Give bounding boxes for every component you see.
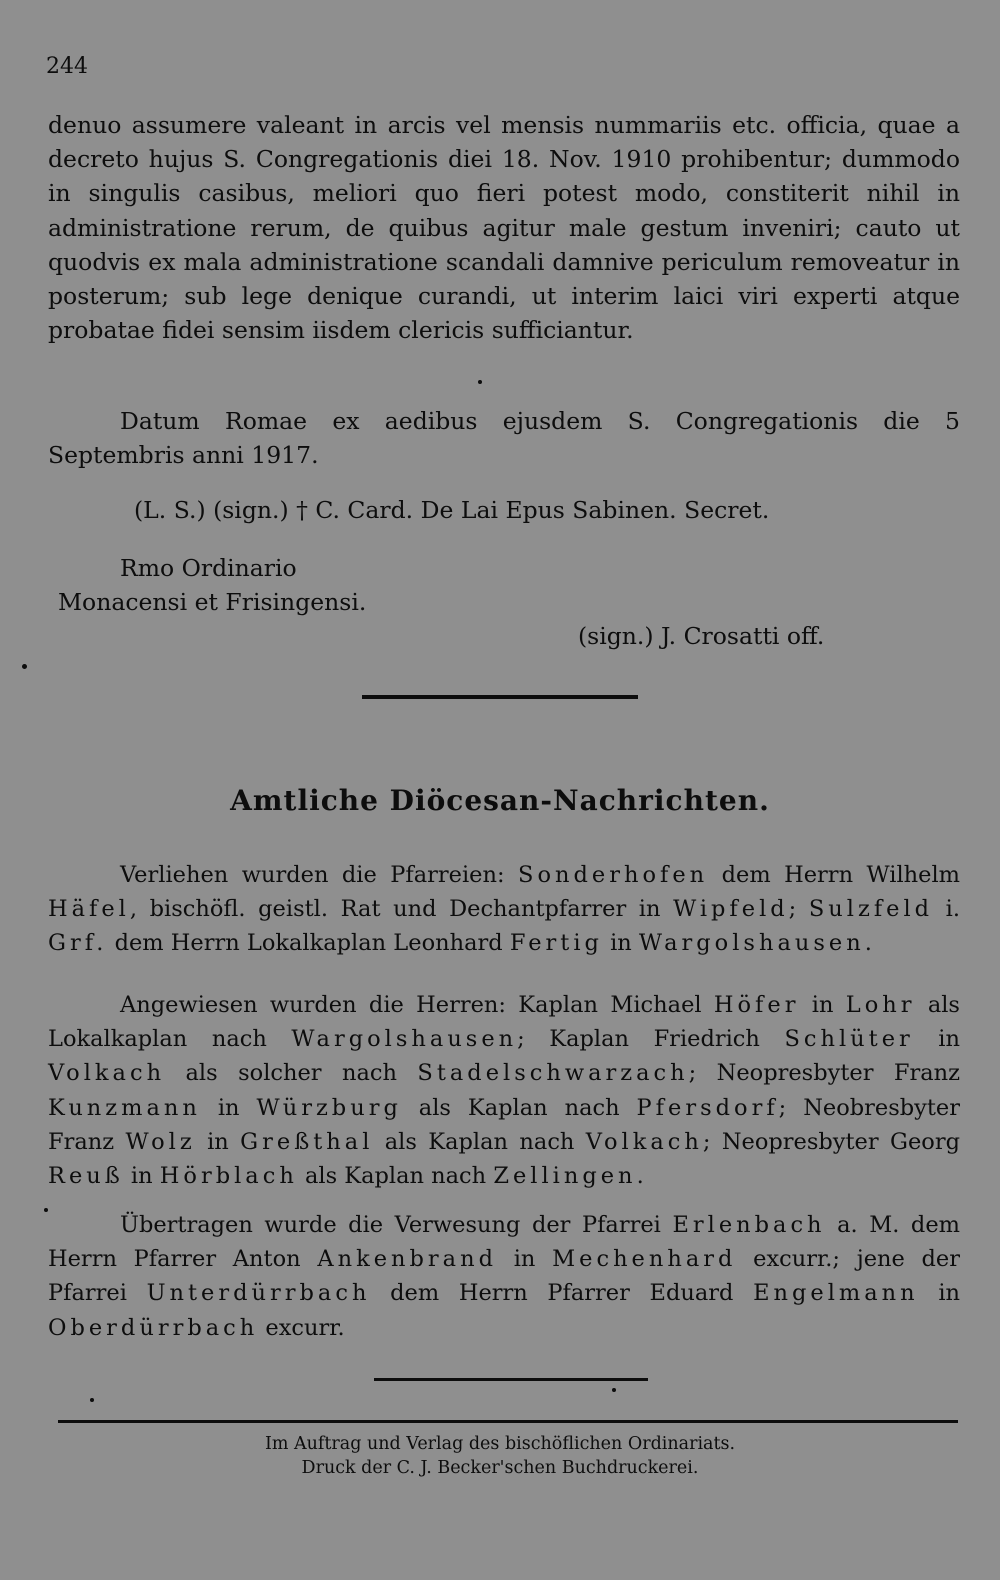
text: ; Kaplan Friedrich [517, 1026, 785, 1053]
place-name: Greßthal [240, 1128, 374, 1155]
announcement-paragraph-1 [48, 858, 960, 961]
place-name: Wipfeld [673, 896, 789, 923]
person-name: Höfer [713, 992, 800, 1018]
text: excurr. [258, 1314, 345, 1341]
signature-line: (L. S.) (sign.) † C. Card. De Lai Epus Sabinen. Secret. [134, 496, 770, 524]
addressee-line-1: Rmo Ordinario [120, 554, 297, 582]
text: dem Herrn Pfarrer Eduard [370, 1280, 754, 1307]
place-name: Erlenbach [672, 1212, 826, 1238]
text: als Kaplan nach [373, 1128, 586, 1155]
announcement-paragraph-2 [48, 988, 960, 1193]
person-name: Ankenbrand [317, 1246, 497, 1273]
text: in [913, 1026, 960, 1053]
person-name: Fertig [509, 930, 603, 957]
place-name: Unterdürrbach [146, 1280, 371, 1307]
section-heading: Amtliche Diöcesan-Nachrichten. [230, 784, 770, 817]
datum-paragraph: Datum Romae ex aedibus ejusdem S. Congregationis die 5 Septembris anni 1917. [48, 407, 960, 470]
place-name: Volkach [585, 1128, 703, 1155]
text: als solcher nach [165, 1060, 418, 1087]
place-name: Sulzfeld [808, 896, 934, 923]
announcement-paragraph-3 [48, 1208, 960, 1345]
text: . [636, 1163, 644, 1190]
text: als Kaplan nach [297, 1163, 494, 1190]
text: in [497, 1246, 553, 1273]
latin-paragraph: denuo assumere valeant in arcis vel mensis nummariis etc. officia, quae a decreto hujus S. Congregationis diei 18. Nov. 1910 prohibentur; dummodo in singulis casibus, meliori quo fieri potest modo, constiterit nihil in administratione rerum, de quibus agitur male gestum inveniri; cauto ut quodvis ex mala administratione scandali damnive periculum removeatur in posterum; sub lege denique curandi, ut interim laici viri experti atque probatae fidei sensim iisdem clericis sufficiantur. [48, 111, 960, 345]
text: in [799, 992, 846, 1018]
signature-line-2: (sign.) J. Crosatti off. [578, 622, 825, 650]
text: dem Herrn Wilhelm [708, 862, 960, 888]
speck [478, 380, 482, 384]
text: . [864, 930, 872, 957]
addressee-line-2: Monacensi et Frisingensi. [58, 588, 367, 616]
speck [90, 1398, 94, 1402]
place-name: Wargolshausen [638, 930, 865, 957]
person-name: Engelmann [753, 1280, 919, 1307]
place-name: Würzburg [256, 1094, 402, 1121]
place-name: Lohr [845, 992, 916, 1018]
speck [22, 664, 27, 669]
page-number: 244 [46, 54, 88, 79]
text: als Kaplan nach [401, 1094, 637, 1121]
person-name: Häfel [48, 896, 130, 923]
imprint-line-1: Im Auftrag und Verlag des bischöflichen Ordinariats. [264, 1434, 736, 1454]
imprint-rule [58, 1420, 958, 1423]
person-name: Kunzmann [48, 1094, 201, 1121]
text: excurr.; jene der Pfarrei [48, 1246, 960, 1307]
text: in [123, 1163, 160, 1190]
text: , bischöfl. geistl. Rat und Dechantpfarrer in [129, 896, 674, 923]
text: als Lokalkaplan nach [48, 992, 960, 1053]
person-name: Wolz [125, 1128, 196, 1155]
speck [612, 1388, 616, 1392]
text: ; Neopresbyter Franz [688, 1060, 961, 1087]
place-name: Wargolshausen [291, 1026, 518, 1053]
text: in [200, 1094, 257, 1121]
text: Übertragen wurde die Verwesung der Pfarrei [120, 1212, 673, 1238]
text: Angewiesen wurden die Herren: Kaplan Michael [120, 992, 714, 1018]
text: in [602, 930, 639, 957]
text: in [918, 1280, 960, 1307]
place-name: Hörblach [159, 1163, 298, 1190]
text: in [195, 1128, 241, 1155]
section-divider [362, 695, 638, 699]
place-name: Volkach [48, 1060, 166, 1087]
text: ; [788, 896, 809, 923]
imprint-line-2: Druck der C. J. Becker'schen Buchdruckerei. [301, 1458, 699, 1478]
place-name: Stadelschwarzach [417, 1060, 689, 1087]
place-name: Mechenhard [552, 1246, 737, 1273]
person-name: Schlüter [784, 1026, 914, 1053]
text: Verliehen wurden die Pfarreien: [120, 862, 519, 888]
person-name: Reuß [48, 1163, 124, 1190]
text: dem Herrn Lokalkaplan Leonhard [107, 930, 510, 957]
text: i. [933, 896, 961, 923]
place-name: Zellingen [493, 1163, 637, 1190]
text: ; Neopresbyter Georg [702, 1128, 961, 1155]
place-name: Sonderhofen [518, 862, 709, 888]
speck [44, 1208, 48, 1212]
closing-divider [374, 1378, 648, 1381]
text: ; Neobresbyter Franz [48, 1094, 960, 1155]
text: a. M. dem Herrn Pfarrer Anton [48, 1212, 960, 1273]
place-name: Pfersdorf [636, 1094, 779, 1121]
place-name: Oberdürrbach [48, 1314, 259, 1341]
place-name: Grf. [48, 930, 108, 957]
